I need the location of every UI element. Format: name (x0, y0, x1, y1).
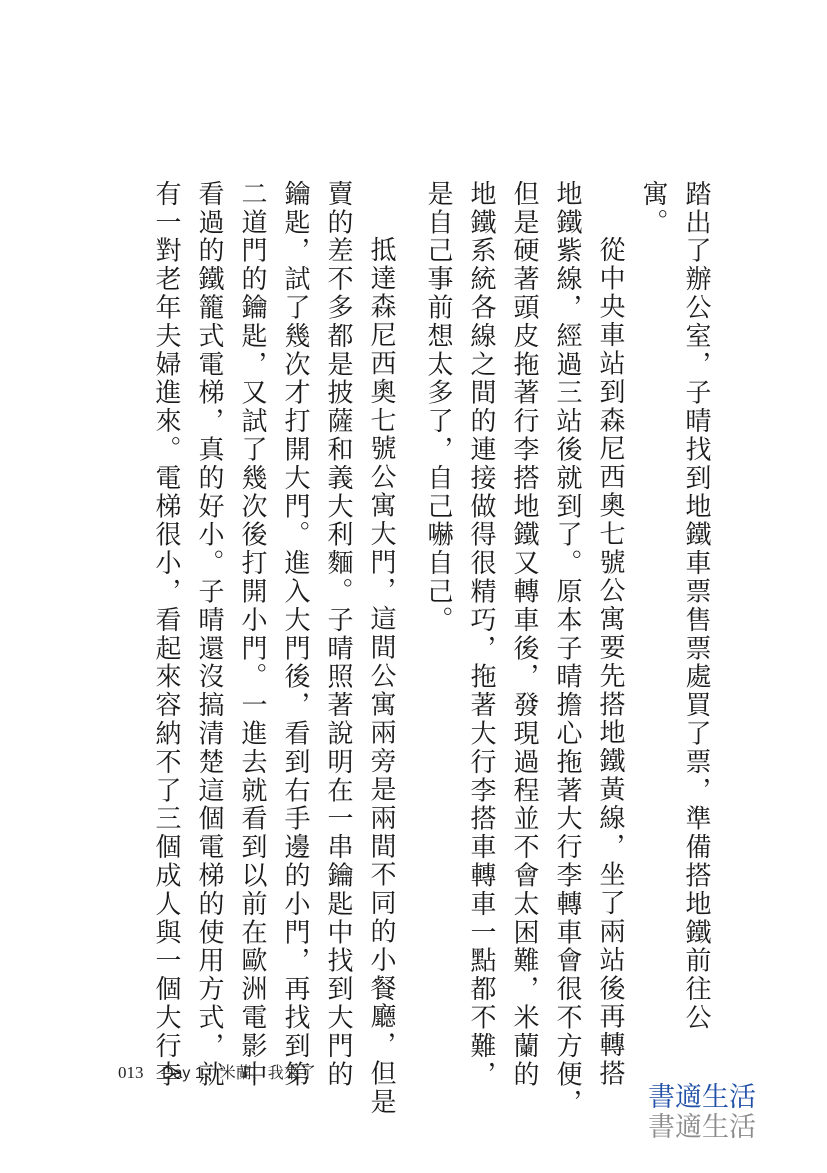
text-column-9: 賣的差不多都是披薩和義大利麵。子晴照著說明在一串鑰匙中找到大門的 (323, 180, 353, 1089)
text-column-1: 踏出了辦公室，子晴找到地鐵車票售票處買了票，準備搭地鐵前往公 (681, 180, 711, 1032)
publisher-logo (648, 1083, 778, 1143)
text-column-8: 抵達森尼西奧七號公寓大門，這間公寓兩旁是兩間不同的小餐廳，但是 (366, 236, 396, 1117)
text-column-10: 鑰匙，試了幾次才打開大門。進入大門後，看到右手邊的小門，再找到第 (280, 180, 310, 1089)
chapter-title: Day 1：米蘭，我來了 (161, 1065, 316, 1082)
text-column-2: 寓。 (638, 180, 668, 237)
text-column-5: 但是硬著頭皮拖著行李搭地鐵又轉車後，發現過程並不會太困難，米蘭的 (509, 180, 539, 1089)
text-column-4: 地鐵紫線，經過三站後就到了。原本子晴擔心拖著大行李轉車會很不方便， (552, 180, 582, 1118)
text-column-7: 是自己事前想太多了，自己嚇自己。 (423, 180, 453, 635)
text-column-11: 二道門的鑰匙，又試了幾次後打開小門。一進去就看到以前在歐洲電影中 (237, 180, 267, 1089)
text-column-13: 有一對老年夫婦進來。電梯很小，看起來容納不了三個成人與一個大行李 (151, 180, 181, 1089)
text-column-6: 地鐵系統各線之間的連接做得很精巧，拖著大行李搭車轉車一點都不難， (466, 180, 496, 1089)
publisher-logo-shadow: 書適生活 (648, 1112, 756, 1143)
publisher-logo-primary: 書適生活 (648, 1082, 756, 1113)
text-column-3: 從中央車站到森尼西奧七號公寓要先搭地鐵黃線，坐了兩站後再轉搭 (595, 236, 625, 1088)
page-number: 013 (118, 1063, 144, 1082)
page-footer (118, 1060, 316, 1083)
text-column-12: 看過的鐵籠式電梯，真的好小。子晴還沒搞清楚這個電梯的使用方式，就 (194, 180, 224, 1089)
